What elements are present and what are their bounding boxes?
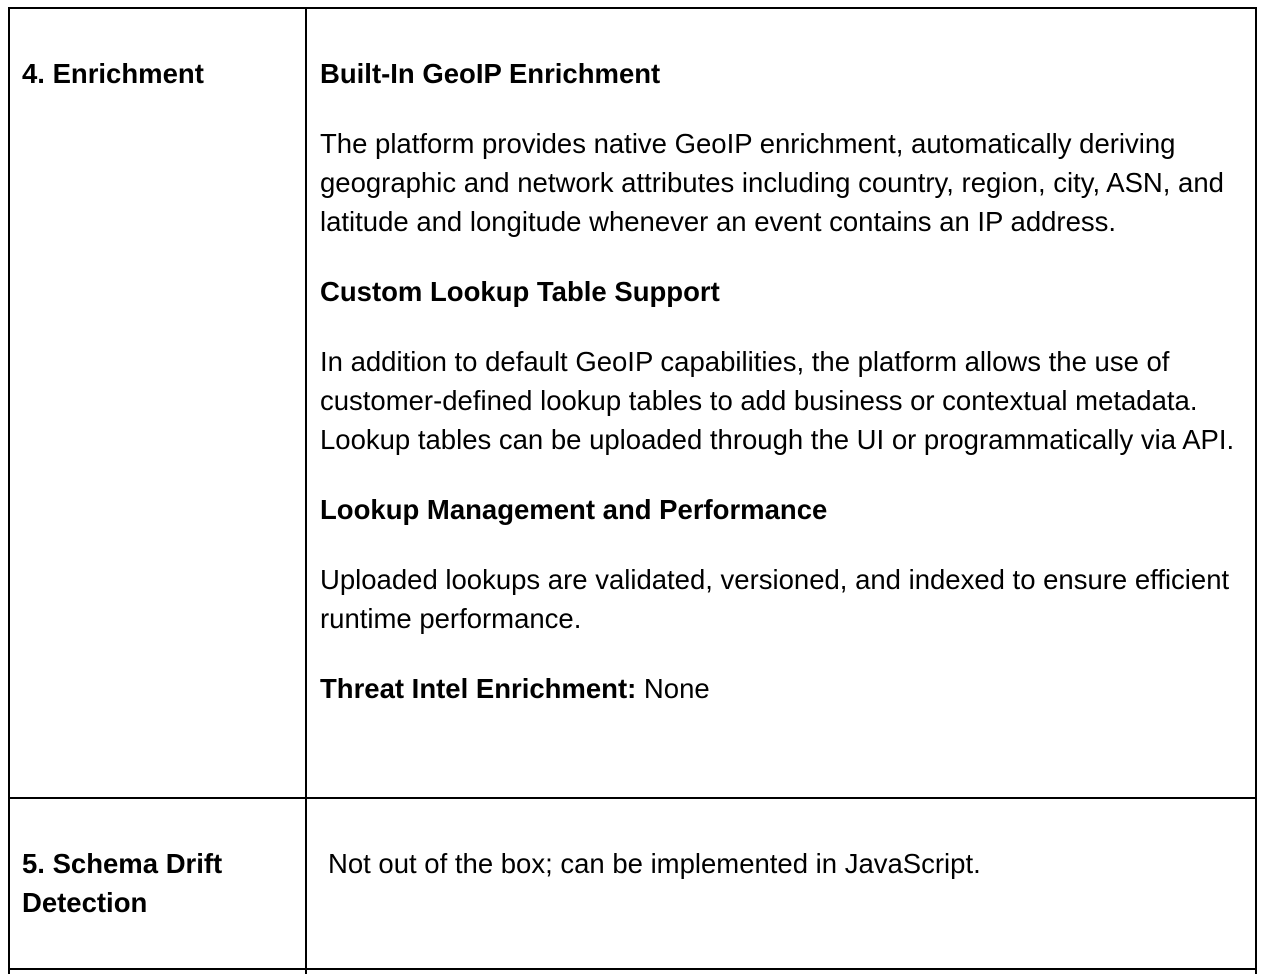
table-row-divider xyxy=(8,797,1257,799)
table-column-divider xyxy=(305,7,307,974)
threat-intel-label: Threat Intel Enrichment: xyxy=(320,673,637,704)
section-body-custom-lookup: In addition to default GeoIP capabilities, the platform allows the use of customer-defined lookup tables to add business or contextual metadata. Lookup tables can be uploaded through the UI or programmatically via API. xyxy=(320,346,1235,455)
row-label-enrichment xyxy=(22,54,292,93)
row-label-line1: 5. Schema Drift xyxy=(22,848,223,879)
table-border-left xyxy=(8,7,10,974)
table-border-right xyxy=(1255,7,1257,974)
schema-drift-content xyxy=(328,844,1248,883)
section-heading-custom-lookup: Custom Lookup Table Support xyxy=(320,276,720,307)
section-heading-lookup-management: Lookup Management and Performance xyxy=(320,494,828,525)
row-label-text: 4. Enrichment xyxy=(22,58,204,89)
enrichment-content xyxy=(320,54,1250,708)
row-label-line2: Detection xyxy=(22,887,148,918)
threat-intel-value: None xyxy=(636,673,710,704)
table-row-divider-bottom xyxy=(8,968,1257,970)
section-body-geoip: The platform provides native GeoIP enrichment, automatically deriving geographic and network attributes including country, region, city, ASN, and latitude and longitude whenever an event contains an IP address. xyxy=(320,128,1224,237)
section-heading-geoip: Built-In GeoIP Enrichment xyxy=(320,58,661,89)
row-label-schema-drift xyxy=(22,844,292,922)
threat-intel-line xyxy=(320,669,1250,708)
table-border-top xyxy=(8,7,1257,9)
schema-drift-text: Not out of the box; can be implemented in JavaScript. xyxy=(328,848,981,879)
section-body-lookup-management: Uploaded lookups are validated, versioned, and indexed to ensure efficient runtime performance. xyxy=(320,564,1230,634)
